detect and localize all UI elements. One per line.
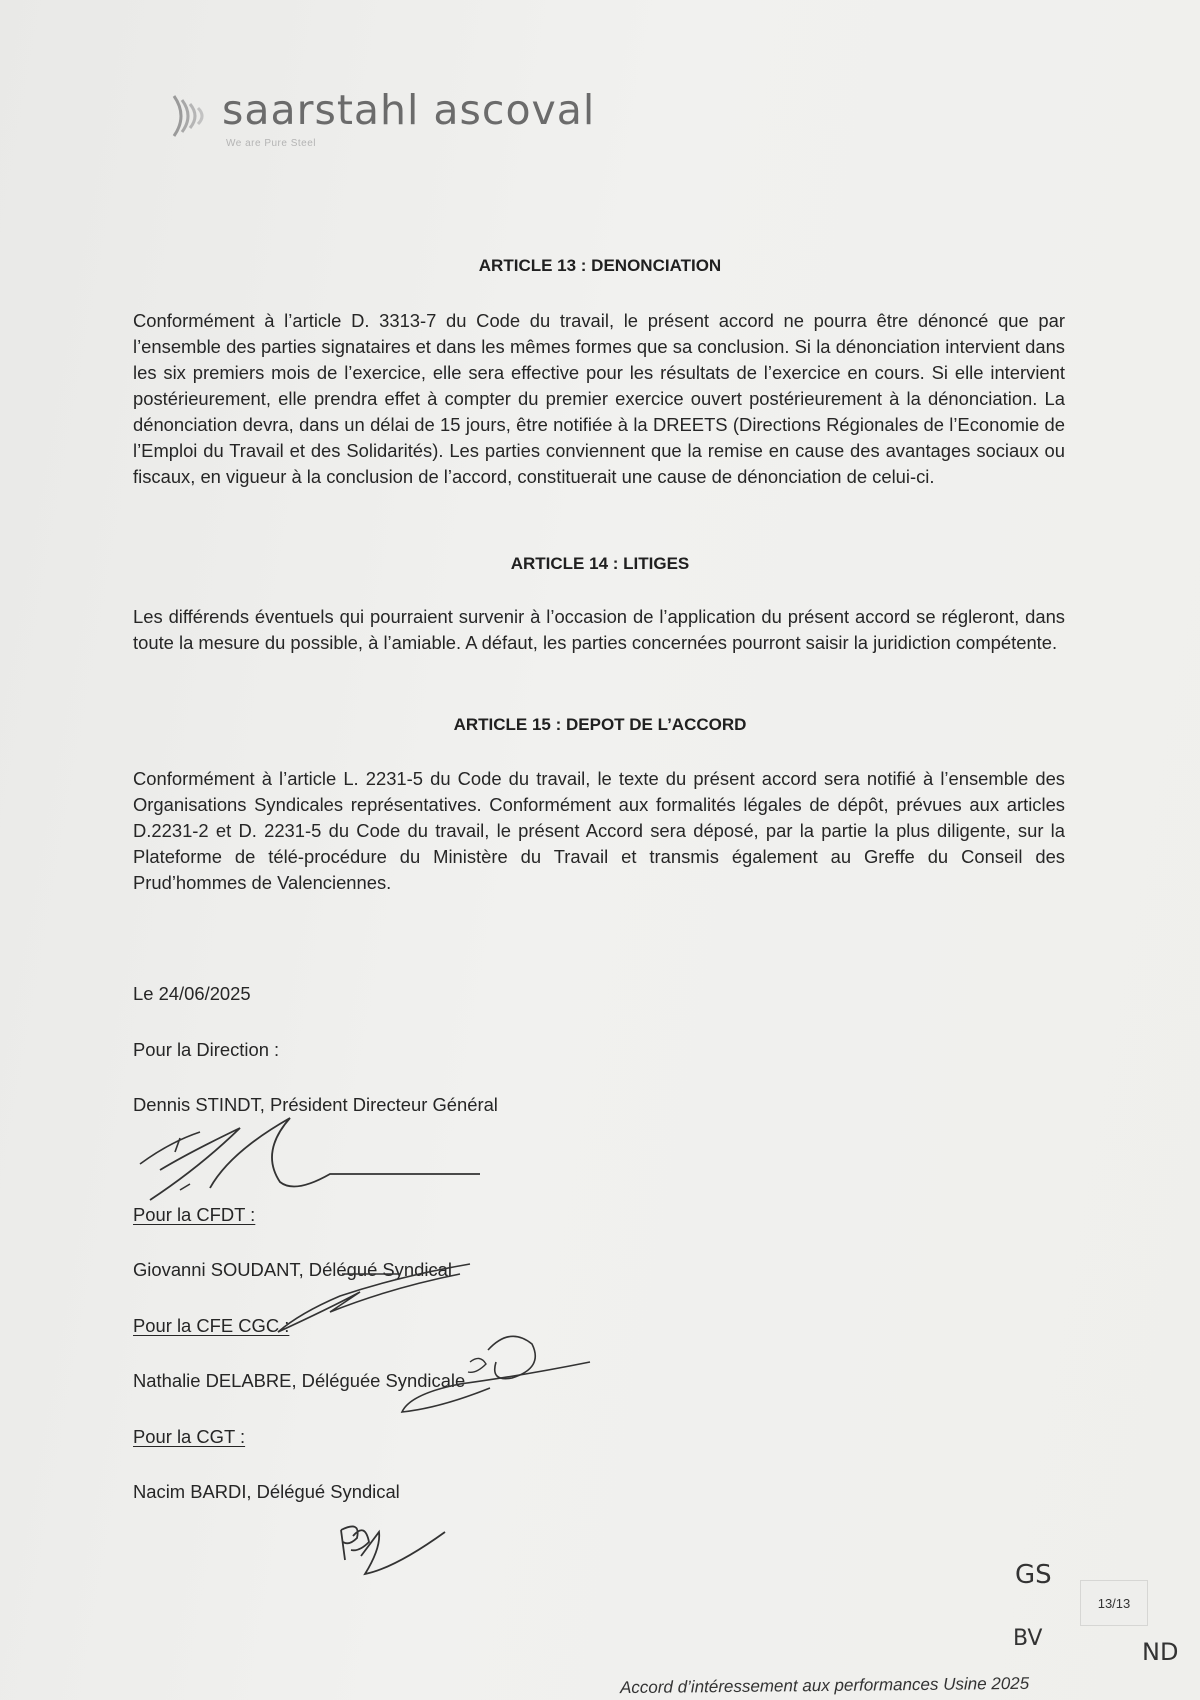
cgt-label: Pour la CGT : [133,1426,246,1447]
article-14-title: ARTICLE 14 : LITIGES [510,554,690,573]
logo-waves-icon [168,90,220,142]
article-14-text: Les différends éventuels qui pourraient survenir à l’occasion de l’application du présent accord se régleront, dans toute la mesure du possible, à l’amiable. A défaut, les parties concernées pourront saisir la juridiction compétente. [133,606,1065,653]
cgt-signature [335,1512,455,1592]
direction-signatory: Dennis STINDT, Président Directeur Général [133,1094,498,1115]
page-number: 13/13 [1080,1580,1148,1626]
article-15-text: Conformément à l’article L. 2231-5 du Code du travail, le texte du présent accord sera notifié à l’ensemble des Organisations Syndicales représentatives. Conformément aux formalités légales de dépôt, prévues aux articles D.2231-2 et D. 2231-5 du Code du travail, le présent Accord sera déposé, par la partie la plus diligente, sur la Plateforme de télé-procédure du Ministère du Travail et transmis également au Greffe du Conseil des Prud’hommes de Valenciennes. [133,768,1065,893]
cfecgc-label: Pour la CFE CGC : [133,1315,290,1336]
logo-brand: saarstahl ascoval [222,86,596,134]
cfdt-signatory: Giovanni SOUDANT, Délégué Syndical [133,1259,452,1280]
cfecgc-signature [400,1322,600,1422]
article-13-text: Conformément à l’article D. 3313-7 du Code du travail, le présent accord ne pourra être dénoncé que par l’ensemble des parties signataires et dans les mêmes formes que sa conclusion. Si la dénonciation intervient dans les six premiers mois de l’exercice, elle sera effective pour les résultats de l’exercice en cours. Si elle intervient postérieurement, elle prendra effet à compter du premier exercice ouvert postérieurement à la dénonciation. La dénonciation devra, dans un délai de 15 jours, être notifiée à la DREETS (Directions Régionales de l’Economie de l’Emploi du Travail et des Solidarités). Les parties conviennent que la remise en cause des avantages sociaux ou fiscaux, en vigueur à la conclusion de l’accord, constituerait une cause de dénonciation de celui-ci. [133,310,1065,487]
cfdt-label: Pour la CFDT : [133,1204,256,1225]
cfecgc-signatory: Nathalie DELABRE, Déléguée Syndicale [133,1370,466,1391]
logo-tagline: We are Pure Steel [226,138,317,149]
initials-bv: BV [1013,1626,1043,1651]
article-15-title: ARTICLE 15 : DEPOT DE L’ACCORD [453,715,747,734]
initials-gs: GS [1015,1560,1052,1590]
direction-signature [130,1112,490,1212]
signature-date: Le 24/06/2025 [133,983,251,1004]
initials-nd: ND [1142,1638,1179,1666]
article-13-title: ARTICLE 13 : DENONCIATION [478,256,722,275]
direction-label: Pour la Direction : [133,1039,280,1060]
document-footer: Accord d’intéressement aux performances Usine 2025 [619,1673,1030,1698]
cgt-signatory: Nacim BARDI, Délégué Syndical [133,1481,400,1502]
